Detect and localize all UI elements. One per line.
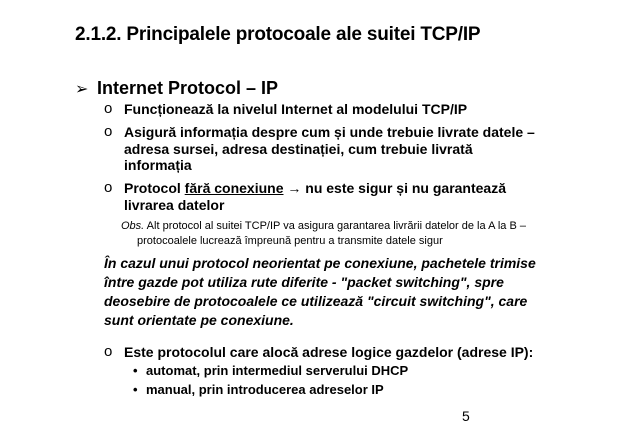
list-item-text: Asigură informația despre cum și unde trebuie livrate datele – <box>124 124 535 140</box>
paragraph-line: În cazul unui protocol neorientat pe conexiune, pachetele trimise <box>104 255 536 271</box>
paragraph-line: deosebire de protocoalele ce utilizează "circuit switching", care <box>104 293 528 309</box>
circle-bullet-icon: o <box>104 123 113 140</box>
obs-line-1: Alt protocol al suitei TCP/IP va asigura garantarea livrării datelor de la A la B – <box>144 220 526 232</box>
sub-list-item-text: manual, prin introducerea adreselor IP <box>146 382 384 397</box>
section-heading-text: Internet Protocol – IP <box>97 78 279 98</box>
obs-line-2: protocoalele lucrează împreună pentru a transmite datele sigur <box>137 235 443 247</box>
page-number: 5 <box>462 408 470 424</box>
slide-title: 2.1.2. Principalele protocoale ale suitei TCP/IP <box>75 24 481 45</box>
circle-bullet-icon: o <box>104 179 113 196</box>
list-item-text: Protocol fără conexiune → nu este sigur și nu garantează <box>124 180 507 196</box>
list-item-text: informația <box>124 157 192 173</box>
list-item-text: adresa sursei, adresa destinației, cum trebuie livrată <box>124 141 473 157</box>
arrow-bullet-icon: ➢ <box>75 81 89 98</box>
circle-bullet-icon: o <box>104 343 113 360</box>
observation-note <box>121 219 526 249</box>
sub-list-item-text: automat, prin intermediul serverului DHCP <box>146 363 409 378</box>
dot-bullet-icon: • <box>133 363 138 378</box>
list-item-text: Funcționează la nivelul Internet al modelului TCP/IP <box>124 101 468 117</box>
paragraph-line: între gazde pot utiliza rute diferite - "packet switching", spre <box>104 274 504 290</box>
section-heading <box>75 78 278 99</box>
dot-bullet-icon: • <box>133 382 138 397</box>
underlined-term: fără conexiune <box>184 180 284 196</box>
paragraph-line: sunt orientate pe conexiune. <box>104 312 294 328</box>
list-item-text: Este protocolul care alocă adrese logice gazdelor (adrese IP): <box>124 344 534 360</box>
list-item-text: livrarea datelor <box>124 197 225 213</box>
obs-label: Obs. <box>121 220 145 232</box>
circle-bullet-icon: o <box>104 100 113 117</box>
italic-paragraph <box>104 254 536 330</box>
